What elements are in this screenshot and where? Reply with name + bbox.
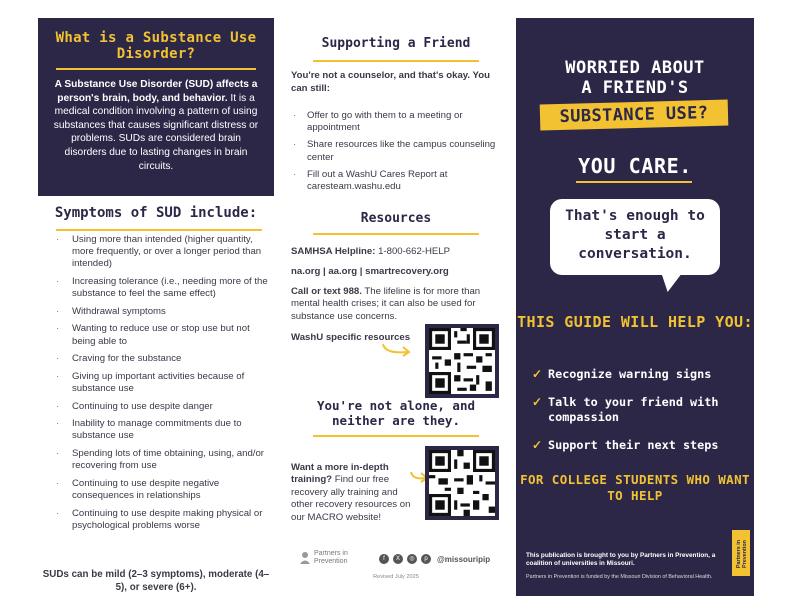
severity-note: SUDs can be mild (2–3 symptoms), moderate (4–5), or severe (6+). <box>42 569 270 593</box>
samhsa-number: 1-800-662-HELP <box>375 246 451 257</box>
speech-bubble-text: That's enough to start a conversation. <box>565 208 705 262</box>
left-panel <box>38 18 274 596</box>
support-list <box>291 110 496 198</box>
symptom-item: · Craving for the substance <box>54 353 272 365</box>
publication-note: This publication is brought to you by Partners in Prevention, a coalition of universities in Missouri. <box>526 552 716 567</box>
support-item: · Fill out a WashU Cares Report at caresteam.washu.edu <box>291 169 496 193</box>
qr-code-icon <box>429 450 495 516</box>
social-handle: @missouripip <box>437 554 491 564</box>
cover-heading <box>516 58 754 98</box>
sud-definition-bold: A Substance Use Disorder (SUD) affects a person's brain, body, and behavior. <box>54 79 258 104</box>
resources-title: Resources <box>360 211 432 226</box>
partners-logo-text: Partners in Prevention <box>314 550 348 565</box>
symptom-item: · Continuing to use despite making physical or psychological problems worse <box>54 508 272 532</box>
cover-heading-line2: A FRIEND'S <box>581 78 689 98</box>
symptom-item: · Wanting to reduce use or stop use but not being able to <box>54 323 272 347</box>
resources-divider <box>313 233 479 235</box>
benefit-label: Recognize warning signs <box>548 367 712 381</box>
partners-logo <box>299 550 364 566</box>
cover-panel <box>516 18 754 596</box>
middle-panel <box>291 18 501 596</box>
supporting-divider <box>313 60 479 62</box>
symptom-item: · Increasing tolerance (i.e., needing more of the substance to feel the same effect) <box>54 276 272 300</box>
lifeline-bold: Call or text 988. <box>291 286 362 297</box>
recovery-orgs[interactable]: na.org | aa.org | smartrecovery.org <box>291 266 449 277</box>
training-rest: Find our free recovery ally training and other recovery resources on our MACRO website! <box>291 474 411 523</box>
substance-use-highlight: SUBSTANCE USE? <box>540 100 729 131</box>
benefits-list <box>532 367 748 466</box>
checkmark-icon: ✓ <box>532 367 543 381</box>
guide-heading: THIS GUIDE WILL HELP YOU: <box>517 313 753 331</box>
you-care-heading: YOU CARE. <box>578 154 692 178</box>
speech-bubble-tail <box>656 270 685 292</box>
benefit-item <box>532 367 748 382</box>
supporting-title: Supporting a Friend <box>321 36 471 51</box>
facebook-icon[interactable]: f <box>379 554 389 564</box>
benefit-item <box>532 395 748 425</box>
symptoms-list <box>54 234 272 537</box>
washu-resources-label: WashU specific resources <box>291 332 411 343</box>
vertical-logo-text: Partners in Prevention <box>736 539 748 569</box>
symptom-item: · Using more than intended (higher quantity, more frequently, or over a longer period than intended) <box>54 234 272 271</box>
revised-date: Revised July 2025 <box>373 574 419 580</box>
checkmark-icon: ✓ <box>532 395 543 409</box>
samhsa-helpline <box>291 246 501 258</box>
panel-footer <box>291 548 501 596</box>
pinterest-icon[interactable]: p <box>421 554 431 564</box>
symptom-item: · Withdrawal symptoms <box>54 306 272 318</box>
qr-code-icon <box>429 328 495 394</box>
benefit-item <box>532 438 748 453</box>
gold-divider <box>56 68 256 70</box>
symptom-item: · Continuing to use despite negative consequences in relationships <box>54 478 272 502</box>
funding-note: Partners in Prevention is funded by the Missouri Division of Behavioral Health. <box>526 574 713 580</box>
training-text <box>291 462 419 524</box>
you-care-underline <box>576 181 692 183</box>
vertical-partners-logo <box>732 530 750 576</box>
not-alone-heading: You're not alone, and neither are they. <box>316 398 476 428</box>
cover-heading-line1: WORRIED ABOUT <box>565 58 705 78</box>
sud-title: What is a Substance Use Disorder? <box>55 30 257 62</box>
samhsa-label: SAMHSA Helpline: <box>291 246 376 257</box>
symptoms-title: Symptoms of SUD include: <box>54 205 258 221</box>
symptom-item: · Inability to manage commitments due to substance use <box>54 418 272 442</box>
partners-logo-icon <box>299 551 311 565</box>
benefit-label: Support their next steps <box>548 438 719 452</box>
support-item: · Share resources like the campus counseling center <box>291 139 496 163</box>
lifeline-988 <box>291 286 501 323</box>
symptom-item: · Giving up important activities because of substance use <box>54 371 272 395</box>
macro-qr-code[interactable] <box>425 446 499 520</box>
instagram-icon[interactable]: ◎ <box>407 554 417 564</box>
not-alone-divider <box>313 435 479 437</box>
support-item: · Offer to go with them to a meeting or appointment <box>291 110 496 134</box>
sud-definition-text <box>52 78 260 173</box>
audience-tagline: FOR COLLEGE STUDENTS WHO WANT TO HELP <box>520 472 750 503</box>
x-icon[interactable]: X <box>393 554 403 564</box>
symptom-item: · Spending lots of time obtaining, using, and/or recovering from use <box>54 448 272 472</box>
social-links <box>379 554 490 564</box>
symptom-item: · Continuing to use despite danger <box>54 401 272 413</box>
sud-definition-box <box>38 18 274 196</box>
lifeline-rest: The lifeline is for more than mental health crises; it can also be used for substance use concerns. <box>291 286 481 322</box>
supporting-intro: You're not a counselor, and that's okay. You can still: <box>291 70 490 94</box>
checkmark-icon: ✓ <box>532 438 543 452</box>
symptoms-divider <box>56 229 262 231</box>
training-bold: Want a more in-depth training? <box>291 462 389 486</box>
benefit-label: Talk to your friend with compassion <box>548 395 719 424</box>
sud-definition-rest: It is a medical condition involving a pattern of using substances that causes significant distress or problems. SUDs are considered brain disorders due to lasting changes in brain circuits. <box>53 92 259 172</box>
washu-qr-code[interactable] <box>425 324 499 398</box>
arrow-right-icon <box>381 340 415 358</box>
